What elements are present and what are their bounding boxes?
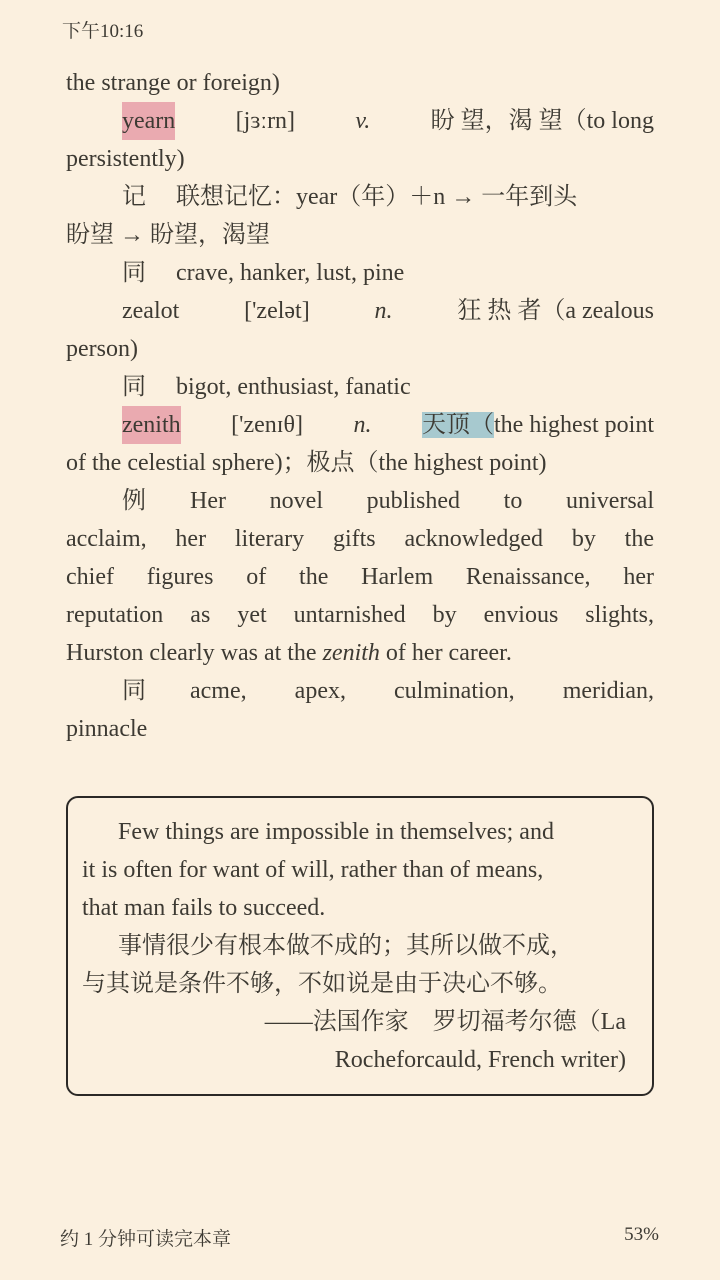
part-of-speech: n. [374,298,393,324]
synonym-label: 同 [122,678,146,704]
pronunciation: [jɜːrn] [235,108,296,134]
reading-time: 约 1 分钟可读完本章 [60,1229,232,1250]
text-line: pinnacle [66,716,148,742]
definition: the highest point [494,412,654,438]
example-text: Her novel published to universal [190,488,654,514]
synonym-label: 同 [122,260,146,286]
quote-attribution: ——法国作家 罗切福考尔德（La [264,1009,626,1035]
text-line: persistently) [66,146,185,172]
example-text: reputation as yet untarnished by envious slights, [66,602,654,628]
synonym-text: bigot, enthusiast, fanatic [176,374,411,400]
status-time: 下午10:16 [62,21,144,42]
highlighted-definition[interactable]: 天顶（ [422,412,495,438]
quote-text: 与其说是条件不够，不如说是由于决心不够。 [82,971,562,997]
text-line: person) [66,336,138,362]
part-of-speech: v. [355,108,371,134]
italic-word: zenith [322,640,380,666]
highlighted-word[interactable]: yearn [122,102,175,140]
entry-zealot-header [66,292,654,330]
definition: 盼 望，渴 望（to long [430,108,654,134]
synonym-line [66,368,654,406]
synonym-text: crave, hanker, lust, pine [176,260,405,286]
chapter-content[interactable] [66,64,654,748]
mnemonic-label: 记 [122,184,146,210]
synonym-label: 同 [122,374,146,400]
example-text: acclaim, her literary gifts acknowledged by the [66,526,654,552]
synonym-line [66,254,654,292]
quote-attribution: Rocheforcauld, French writer) [334,1047,626,1073]
quote-text: 事情很少有根本做不成的；其所以做不成， [118,933,574,959]
text-line: the strange or foreign) [66,70,280,96]
synonym-text: acme, apex, culmination, meridian, [190,678,654,704]
entry-yearn-header [66,102,654,140]
text-line: 盼望 → 盼望，渴望 [66,222,270,248]
pronunciation: ['zelət] [244,298,310,324]
quote-text: it is often for want of will, rather than of means, [82,857,544,883]
mnemonic-line [66,178,654,216]
entry-zenith-header [66,406,654,444]
example-text-part: of her career. [379,640,512,666]
example-text [66,634,654,672]
quote-text: that man fails to succeed. [82,895,326,921]
example-line [66,482,654,520]
example-text: chief figures of the Harlem Renaissance, her [66,564,654,590]
reading-progress: 53% [624,1224,659,1245]
headword: zealot [122,298,180,324]
highlighted-word[interactable]: zenith [122,406,181,444]
pronunciation: ['zenɪθ] [231,412,303,438]
part-of-speech: n. [353,412,372,438]
definition: 狂 热 者（a zealous [457,298,654,324]
quote-box [66,796,654,1096]
example-label: 例 [122,488,146,514]
example-text-part: Hurston clearly was at the [66,640,323,666]
mnemonic-text: 联想记忆：year（年）＋n → 一年到头 [176,184,578,210]
synonym-line [66,672,654,710]
text-line: of the celestial sphere)；极点（the highest point) [66,450,547,476]
quote-text: Few things are impossible in themselves; and [118,819,554,845]
